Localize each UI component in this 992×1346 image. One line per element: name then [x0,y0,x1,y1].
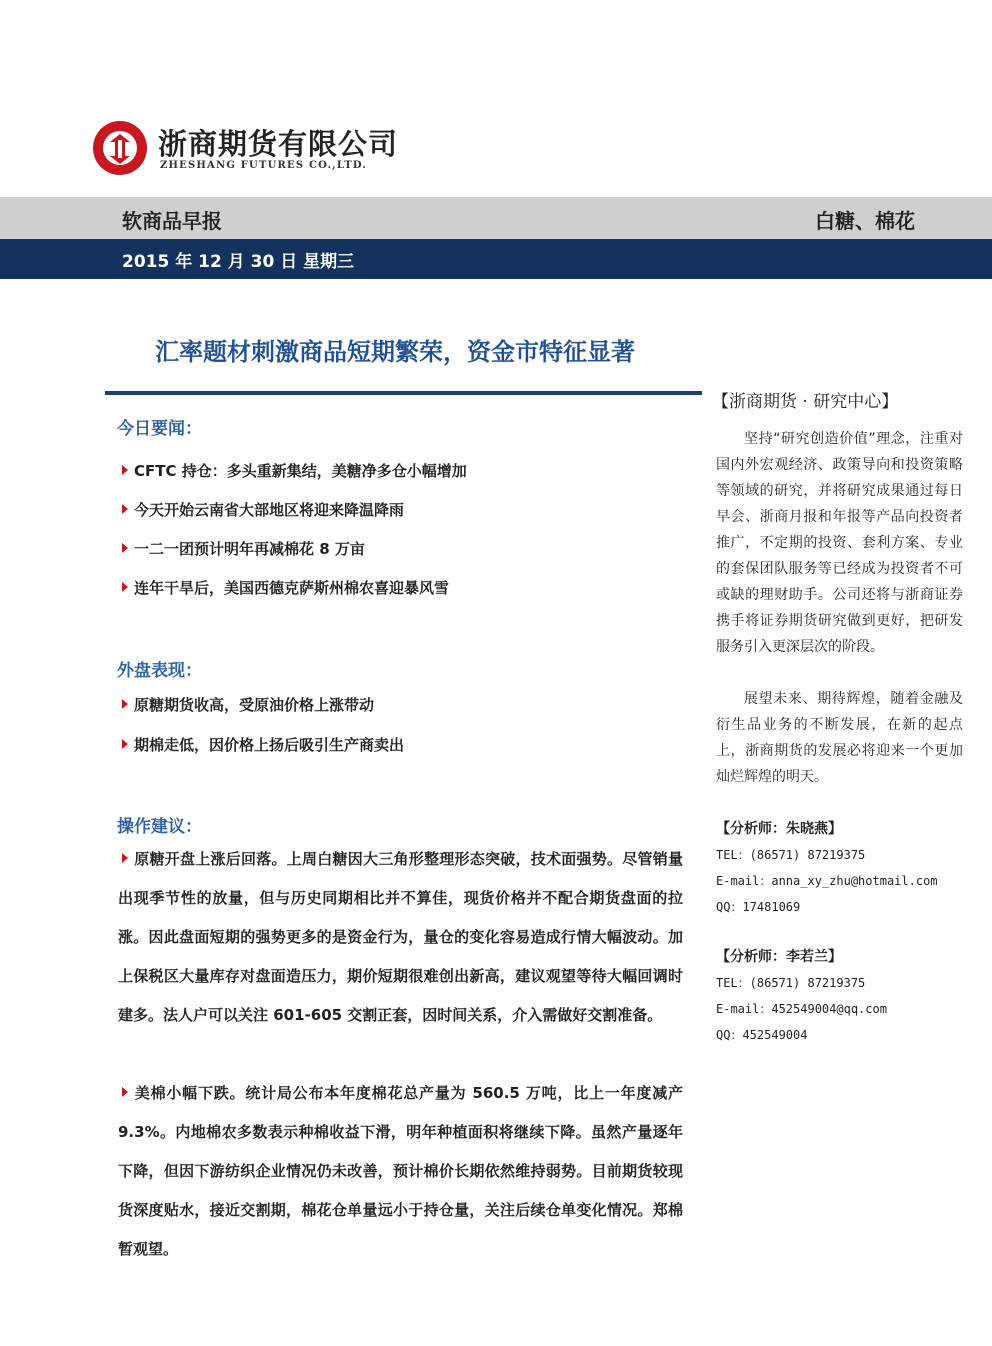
analyst-tel: TEL：(86571) 87219375 [716,848,866,862]
news-item: 今天开始云南省大部地区将迎来降温降雨 [122,499,404,520]
news-item: 一二一团预计明年再减棉花 8 万亩 [122,538,365,559]
bullet-arrow-icon [122,582,128,592]
logo-english-name: ZHESHANG FUTURES CO.,LTD. [160,160,368,171]
analyst-tel: TEL：(86571) 87219375 [716,976,866,990]
advice-paragraph-cotton: 美棉小幅下跌。统计局公布本年度棉花总产量为 560.5 万吨，比上一年度减产 9.3%。内地棉农多数表示种棉收益下滑，明年种植面积将继续下降。虽然产量逐年下降，但因下游纺织企业情况仍未改善，预计棉价长期依然维持弱势。目前期货较现货深度贴水，接近交割期，棉花仓单量远小于持仓量，关注后续仓单变化情况。郑棉暂观望。 [118,1084,683,1258]
report-date: 2015 年 12 月 30 日 星期三 [122,252,355,272]
company-logo [92,118,399,180]
section-title-advice: 操作建议： [117,817,202,837]
bullet-arrow-icon [122,465,128,475]
sidebar-intro: 坚持“研究创造价值”理念，注重对国内外宏观经济、政策导向和投资策略等领域的研究，并将研究成果通过每日早会、浙商月报和年报等产品向投资者推广，不定期的投资、套利方案、专业的套保团队服务等已经成为投资者不可或缺的理财助手。公司还将与浙商证券携手将证券期货研究做到更好，把研发服务引入更深层次的阶段。 [716,431,963,655]
headline-divider [105,391,702,395]
analyst-name: 【分析师：朱晓燕】 [716,821,842,837]
report-header-band [0,197,992,239]
bullet-arrow-icon [122,699,128,709]
news-item: 连年干旱后，美国西德克萨斯州棉农喜迎暴风雪 [122,577,449,598]
analyst-card [716,944,976,1048]
bullet-arrow-icon [122,1087,128,1097]
overseas-item: 期棉走低，因价格上扬后吸引生产商卖出 [122,734,404,755]
date-band [0,239,992,279]
analyst-email: E-mail：452549004@qq.com [716,1002,887,1016]
section-title-overseas: 外盘表现： [117,661,202,681]
analyst-card [716,816,976,920]
bullet-arrow-icon [122,504,128,514]
sidebar-title: 【浙商期货 · 研究中心】 [712,392,899,412]
overseas-item: 原糖期货收高，受原油价格上涨带动 [122,694,374,715]
report-headline: 汇率题材刺激商品短期繁荣，资金市特征显著 [155,338,635,366]
logo-chinese-name: 浙商期货有限公司 [158,127,399,161]
zheshang-logo-icon [92,120,148,176]
analyst-name: 【分析师：李若兰】 [716,949,842,965]
bullet-arrow-icon [122,853,128,863]
report-type: 软商品早报 [122,209,222,233]
bullet-arrow-icon [122,543,128,553]
analyst-email: E-mail：anna_xy_zhu@hotmail.com [716,874,938,888]
analyst-qq: QQ：17481069 [716,900,801,914]
report-commodities: 白糖、棉花 [815,209,915,233]
sidebar-outlook: 展望未来、期待辉煌，随着金融及衍生品业务的不断发展，在新的起点上，浙商期货的发展必将迎来一个更加灿烂辉煌的明天。 [716,691,963,785]
bullet-arrow-icon [122,739,128,749]
analyst-qq: QQ：452549004 [716,1028,808,1042]
advice-paragraph-sugar: 原糖开盘上涨后回落。上周白糖因大三角形整理形态突破，技术面强势。尽管销量出现季节性的放量，但与历史同期相比并不算佳，现货价格并不配合期货盘面的拉涨。因此盘面短期的强势更多的是资金行为，量仓的变化容易造成行情大幅波动。加上保税区大量库存对盘面造压力，期价短期很难创出新高，建议观望等待大幅回调时建多。法人户可以关注 601-605 交割正套，因时间关系，介入需做好交割准备。 [118,850,683,1024]
news-item: CFTC 持仓：多头重新集结，美糖净多仓小幅增加 [122,460,467,481]
section-title-news: 今日要闻： [117,419,202,439]
